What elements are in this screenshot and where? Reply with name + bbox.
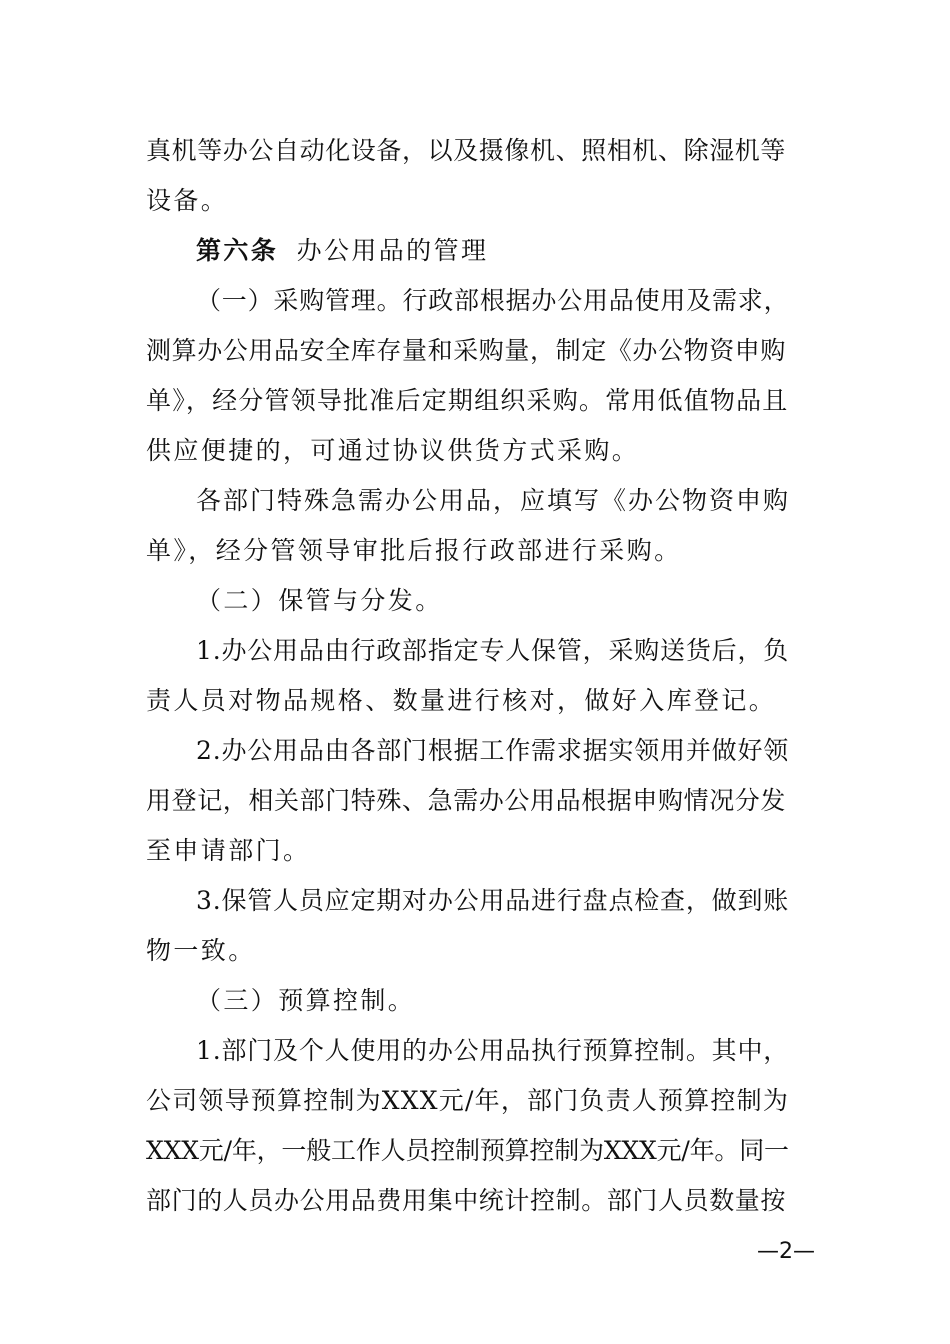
text-line: 3.保管人员应定期对办公用品进行盘点检查，做到账 xyxy=(196,886,790,915)
text-line: 测算办公用品安全库存量和采购量，制定《办公物资申购 xyxy=(146,336,787,365)
text-line: 1.办公用品由行政部指定专人保管，采购送货后，负 xyxy=(196,636,790,665)
text-line: 部门的人员办公用品费用集中统计控制。部门人员数量按 xyxy=(146,1186,787,1215)
text-line: 真机等办公自动化设备，以及摄像机、照相机、除湿机等 xyxy=(146,136,787,165)
section-heading: （三）预算控制。 xyxy=(196,986,416,1015)
text-line: 单》，经分管领导审批后报行政部进行采购。 xyxy=(146,536,682,565)
text-line: XXX元/年，一般工作人员控制预算控制为XXX元/年。同一 xyxy=(146,1136,789,1165)
text-line: 供应便捷的，可通过协议供货方式采购。 xyxy=(146,436,640,465)
article-heading xyxy=(196,236,488,266)
text-line: 设备。 xyxy=(146,186,229,215)
article-title: 办公用品的管理 xyxy=(296,236,489,265)
text-line: 1.部门及个人使用的办公用品执行预算控制。其中， xyxy=(196,1036,790,1065)
text-line: 单》，经分管领导批准后定期组织采购。常用低值物品且 xyxy=(146,386,789,415)
text-line: 物一致。 xyxy=(146,936,256,965)
section-heading: （二）保管与分发。 xyxy=(196,586,443,615)
article-number: 第六条 xyxy=(196,236,279,265)
page-number: —2— xyxy=(757,1239,815,1264)
text-line: 用登记，相关部门特殊、急需办公用品根据申购情况分发 xyxy=(146,786,787,815)
text-line: （一）采购管理。行政部根据办公用品使用及需求， xyxy=(196,286,790,315)
text-line: 责人员对物品规格、数量进行核对，做好入库登记。 xyxy=(146,686,777,715)
text-line: 至申请部门。 xyxy=(146,836,311,865)
text-line: 各部门特殊急需办公用品，应填写《办公物资申购 xyxy=(196,486,791,515)
text-line: 2.办公用品由各部门根据工作需求据实领用并做好领 xyxy=(196,736,790,765)
text-line: 公司领导预算控制为XXX元/年，部门负责人预算控制为 xyxy=(146,1086,790,1115)
